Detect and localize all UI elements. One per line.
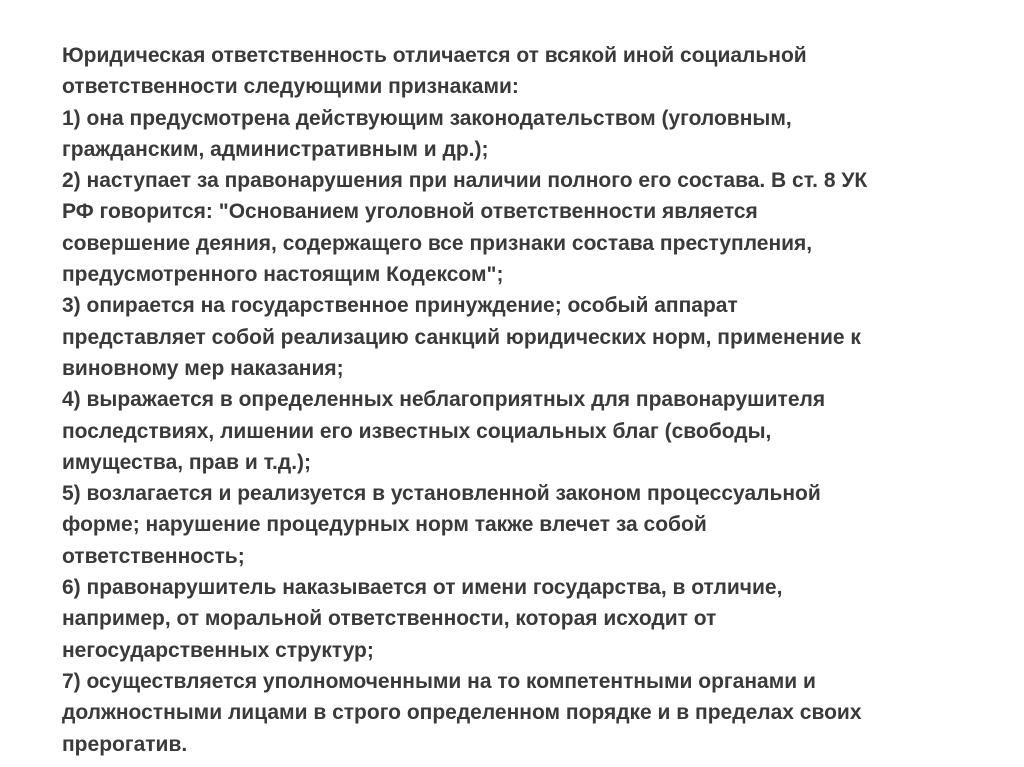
text-line: 2) наступает за правонарушения при наличии полного его состава. В ст. 8 УК xyxy=(62,169,868,193)
slide-text-body xyxy=(62,40,982,760)
text-line: 3) опирается на государственное принуждение; особый аппарат xyxy=(62,294,738,318)
text-line: ответственности следующими признаками: xyxy=(62,75,519,99)
text-line: предусмотренного настоящим Кодексом"; xyxy=(62,263,504,287)
text-line: 1) она предусмотрена действующим законодательством (уголовным, xyxy=(62,106,792,130)
text-line: например, от моральной ответственности, которая исходит от xyxy=(62,607,717,631)
text-line: форме; нарушение процедурных норм также влечет за собой xyxy=(62,513,707,537)
text-line: 7) осуществляется уполномоченными на то компетентными органами и xyxy=(62,669,816,693)
text-line: Юридическая ответственность отличается от всякой иной социальной xyxy=(62,44,807,67)
text-line: прерогатив. xyxy=(62,732,188,756)
text-line: 4) выражается в определенных неблагоприятных для правонарушителя xyxy=(62,388,826,412)
text-line: негосударственных структур; xyxy=(62,638,374,662)
text-line: гражданским, административным и др.); xyxy=(62,137,489,161)
text-line: должностными лицами в строго определенном порядке и в пределах своих xyxy=(62,701,862,725)
text-line: имущества, прав и т.д.); xyxy=(62,450,312,474)
text-line: последствиях, лишении его известных социальных благ (свободы, xyxy=(62,419,772,443)
text-line: 5) возлагается и реализуется в установленной законом процессуальной xyxy=(62,482,821,506)
text-line: совершение деяния, содержащего все признаки состава преступления, xyxy=(62,231,813,255)
text-line: виновному мер наказания; xyxy=(62,356,344,380)
text-line: представляет собой реализацию санкций юридических норм, применение к xyxy=(62,325,861,349)
text-line: 6) правонарушитель наказывается от имени государства, в отличие, xyxy=(62,576,783,600)
text-line: ответственность; xyxy=(62,544,245,568)
text-line: РФ говорится: "Основанием уголовной ответственности является xyxy=(62,200,758,224)
